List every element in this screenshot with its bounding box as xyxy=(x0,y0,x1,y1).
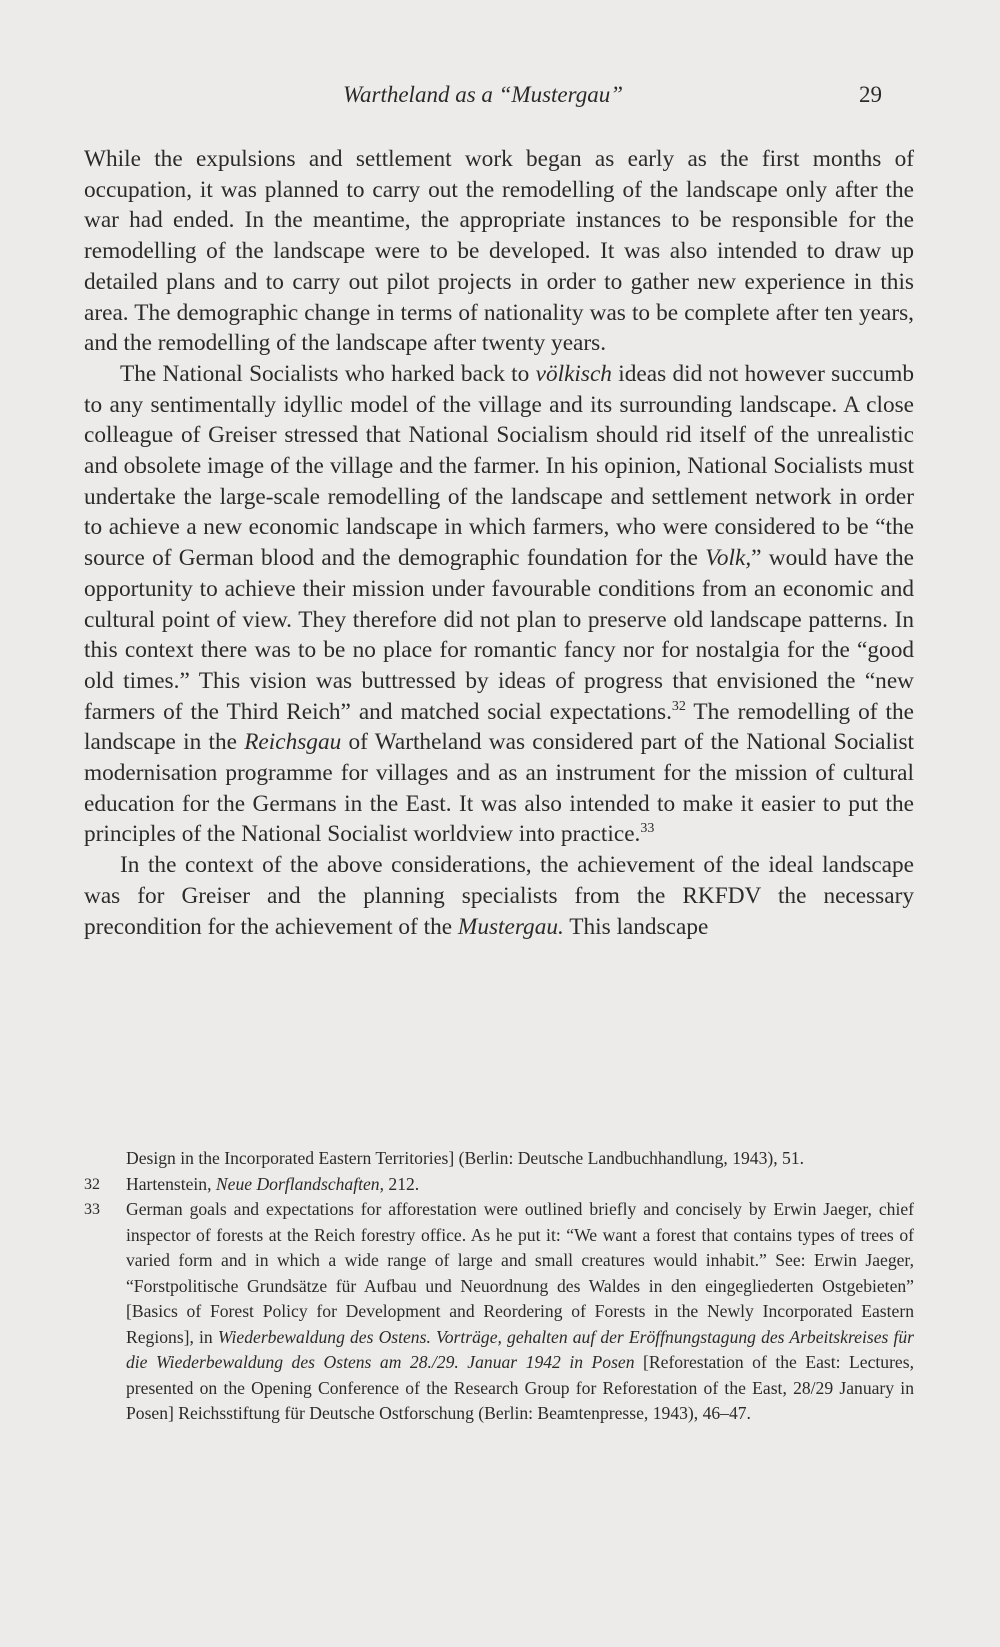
body-text xyxy=(84,144,914,942)
paragraph-3-text: In the context of the above considerations, the achievement of the ideal landscape was for Greiser and the planning specialists from the RKFDV the necessary precondition for the achievement of the xyxy=(84,852,914,940)
paragraph-2-text: ideas did not however succumb to any sentimentally idyllic model of the village and its surrounding landscape. A close colleague of Greiser stressed that National Socialism should rid itself of the unrealistic and obsolete image of the village and the farmer. In his opinion, National Socialists must undertake the large-scale remodelling of the landscape and settlement network in order to achieve a new economic landscape in which farmers, who were considered to be “the source of German blood and the demographic foundation for the xyxy=(84,360,914,572)
paragraph-1-text: While the expulsions and settlement work began as early as the first months of occupation, it was planned to carry out the remodelling of the landscape only after the war had ended. In the meantime, the appropriate instances to be responsible for the remodelling of the landscape were to be developed. It was also intended to draw up detailed plans and to carry out pilot projects in order to gather new experience in this area. The demographic change in terms of nationality was to be complete after ten years, and the remodelling of the landscape after twenty years. xyxy=(84,146,914,357)
paragraph-2-text: of Wartheland was considered part of the National Socialist modernisation programme for villages and as an instrument for the mission of cultural education for the Germans in the East. It was also intended to make it easier to put the principles of the National Socialist worldview into practice. xyxy=(84,729,915,848)
footnote-ref-32[interactable]: 32 xyxy=(671,698,686,714)
paragraph-2-text: The National Socialists who harked back to xyxy=(120,360,536,387)
footnote-32 xyxy=(84,1172,914,1198)
paragraph-2-text: ” would have the opportunity to achieve their mission under favourable conditions from an economic and cultural point of view. They therefore did not plan to preserve old landscape patterns. In this context there was to be no place for romantic fancy nor for nostalgia for the “good old times.” This vision was buttressed by ideas of progress that envisioned the “new farmers of the Third Reich” and matched social expectations. xyxy=(84,545,914,725)
term-volkisch: völkisch xyxy=(535,360,612,387)
running-title: Wartheland as a “Mustergau” xyxy=(342,82,624,107)
footnote-number: 33 xyxy=(84,1201,100,1218)
footnote-number: 32 xyxy=(84,1175,100,1193)
footnote-ref-33[interactable]: 33 xyxy=(640,821,655,837)
term-mustergau: Mustergau. xyxy=(457,913,564,940)
footnote-continued-text: Design in the Incorporated Eastern Territories] (Berlin: Deutsche Landbuchhandlung, 1943), 51. xyxy=(126,1148,805,1168)
footnote-33 xyxy=(84,1197,914,1427)
footnote-title: Wiederbewaldung des Ostens. Vorträge, gehalten auf der Eröffnungstagung des Arbeitskreises für die Wiederbewaldung des Ostens am 28./29. Januar 1942 in Posen xyxy=(126,1326,914,1372)
footnotes xyxy=(84,1146,914,1427)
term-reichsgau: Reichsgau xyxy=(244,729,342,756)
paragraph-2-text: The remodelling of the landscape in the xyxy=(84,698,914,756)
footnote-text: , 212. xyxy=(379,1173,420,1194)
paragraph-3 xyxy=(84,850,914,942)
footnote-text: Hartenstein, xyxy=(126,1173,216,1194)
footnote-continued xyxy=(84,1146,914,1172)
footnote-text: German goals and expectations for afforestation were outlined briefly and concisely by Erwin Jaeger, chief inspector of forests at the Reich forestry office. As he put it: “We want a forest that contains types of trees of varied form and in which a wide range of large and small creatures would inhabit.” See: Erwin Jaeger, “Forstpolitische Grundsätze für Aufbau und Neuordnung des Waldes in den eingegliederten Ostgebieten” [Basics of Forest Policy for Development and Reordering of Forests in the Newly Incorporated Eastern Regions], in xyxy=(126,1199,914,1347)
footnote-text: [Reforestation of the East: Lectures, presented on the Opening Conference of the Research Group for Reforestation of the East, 28/29 January in Posen] Reichsstiftung für Deutsche Ostforschung (Berlin: Beamtenpresse, 1943), 46–47. xyxy=(126,1352,914,1423)
page-number: 29 xyxy=(859,82,882,107)
running-head xyxy=(84,82,882,116)
term-volk: Volk, xyxy=(705,545,752,572)
paragraph-2 xyxy=(84,359,914,850)
footnote-title: Neue Dorflandschaften xyxy=(215,1173,380,1194)
paragraph-3-text: This landscape xyxy=(563,913,709,940)
paragraph-1 xyxy=(84,144,914,359)
